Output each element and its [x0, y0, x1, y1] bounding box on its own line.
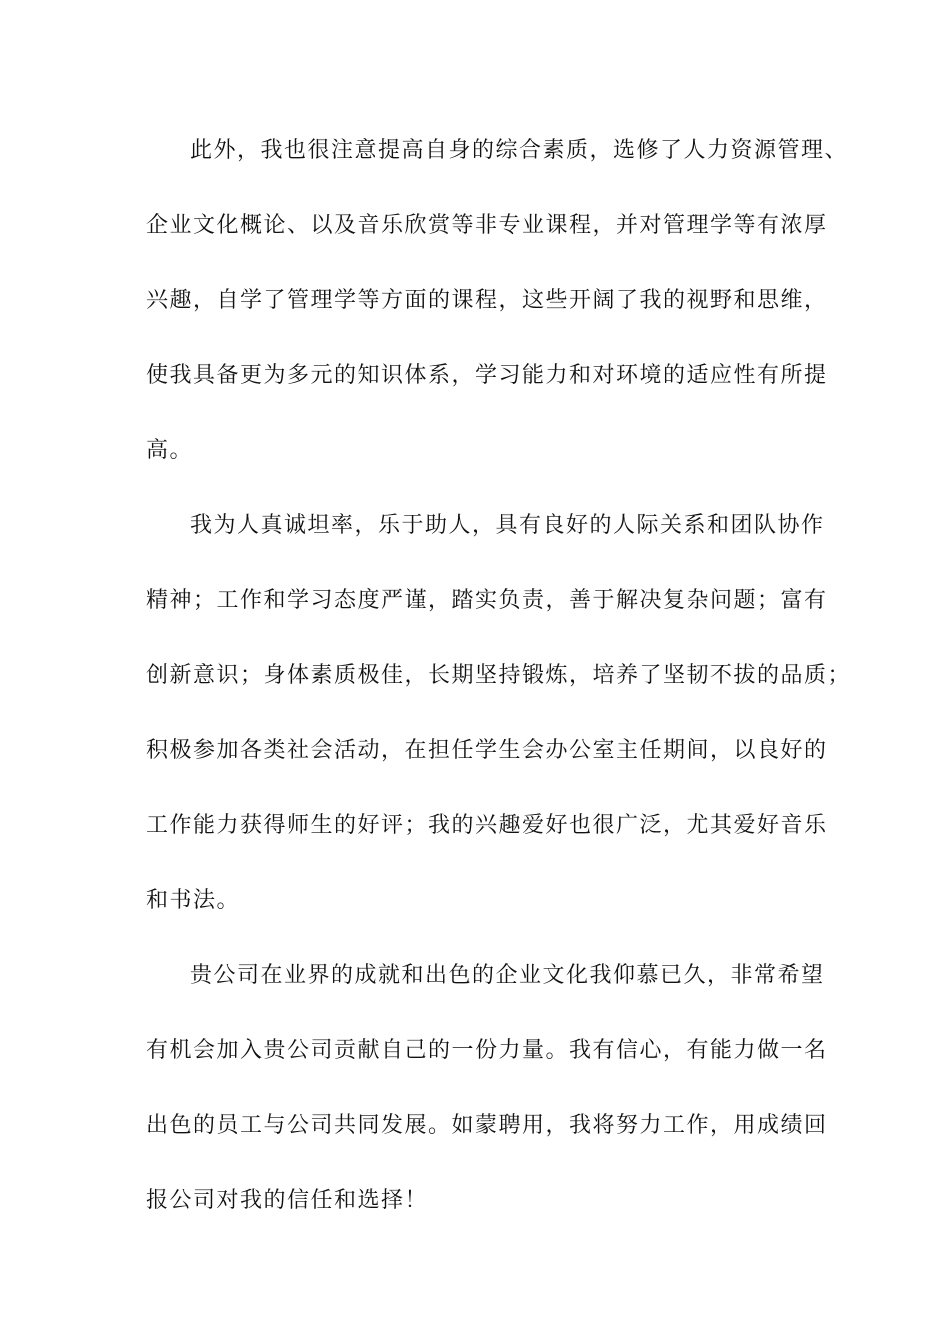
paragraph-2-line-4: 积极参加各类社会活动，在担任学生会办公室主任期间，以良好的 — [146, 738, 828, 763]
paragraph-3-line-4: 报公司对我的信任和选择！ — [146, 1188, 429, 1213]
paragraph-2-line-5: 工作能力获得师生的好评；我的兴趣爱好也很广泛，尤其爱好音乐 — [146, 813, 828, 838]
paragraph-1-line-1: 此外，我也很注意提高自身的综合素质，选修了人力资源管理、 — [190, 138, 849, 163]
paragraph-3-line-1: 贵公司在业界的成就和出色的企业文化我仰慕已久，非常希望 — [190, 963, 825, 988]
paragraph-1-line-4: 使我具备更为多元的知识体系，学习能力和对环境的适应性有所提 — [146, 363, 828, 388]
paragraph-3-line-2: 有机会加入贵公司贡献自己的一份力量。我有信心，有能力做一名 — [146, 1038, 828, 1063]
paragraph-1-line-2: 企业文化概论、以及音乐欣赏等非专业课程，并对管理学等有浓厚 — [146, 213, 828, 238]
paragraph-2-line-1: 我为人真诚坦率，乐于助人，具有良好的人际关系和团队协作 — [190, 513, 825, 538]
paragraph-2-line-3: 创新意识；身体素质极佳，长期坚持锻炼，培养了坚韧不拔的品质； — [146, 663, 852, 688]
paragraph-1-line-5: 高。 — [146, 438, 194, 463]
paragraph-2-line-2: 精神；工作和学习态度严谨，踏实负责，善于解决复杂问题；富有 — [146, 588, 828, 613]
paragraph-2-line-6: 和书法。 — [146, 888, 241, 913]
paragraph-1-line-3: 兴趣，自学了管理学等方面的课程，这些开阔了我的视野和思维， — [146, 288, 828, 313]
paragraph-3-line-3: 出色的员工与公司共同发展。如蒙聘用，我将努力工作，用成绩回 — [146, 1113, 828, 1138]
